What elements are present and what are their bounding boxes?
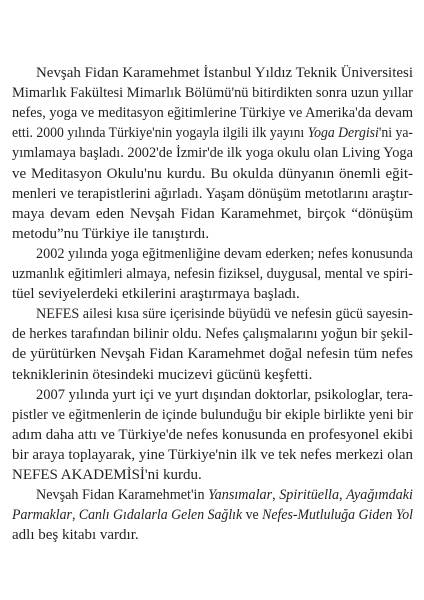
text-segment: pistler ve eğitmenlerin de içinde bulunduğu bir ekiple birlikte yeni bir [12,407,413,423]
text-segment: tekniklerinin ötesindeki mucizevi gücünü keşfetti. [12,367,313,383]
text-segment: 2007 yılında yurt içi ve yurt dışından doktorlar, psikologlar, tera- [36,387,413,403]
text-line [36,245,413,264]
text-line [12,225,209,244]
text-line [12,426,413,445]
text-line [12,124,413,143]
text-line [12,506,413,525]
text-segment: , [339,487,347,503]
text-line [12,285,300,304]
text-segment: , [272,487,280,503]
text-segment: Mimarlık Fakültesi Mimarlık Bölümü'nü bitirdikten sonra uzun yıllar [12,85,413,101]
text-segment: uzmanlık eğitimleri almaya, nefesin fiziksel, duygusal, mental ve spiri- [12,266,413,282]
text-segment: 2002 yılında yoga eğitmenliğine devam ederken; nefes konusunda [36,246,413,262]
italic-title: Parmaklar [12,507,72,523]
text-line [12,466,202,485]
text-line [12,104,413,123]
text-segment: adlı beş kitabı vardır. [12,527,139,543]
italic-title: Yansımalar [208,487,273,503]
text-segment: menleri ve terapistlerini ağırladı. Yaşam dönüşüm metotlarını araştır- [12,186,413,202]
text-segment: 'ni ya- [378,125,413,141]
text-segment: NEFES ailesi kısa süre içerisinde büyüdü ve nefesin gücü sayesin- [36,306,413,322]
text-line [12,84,413,103]
text-segment: de herkes tarafından bilinir oldu. Nefes çalışmalarını yoğun bir şekil- [12,326,413,342]
text-line [12,265,413,284]
text-line [12,406,413,425]
italic-title: Yoga Dergisi [307,125,379,141]
text-line [12,366,312,385]
text-line [36,486,413,505]
text-segment: Nevşah Fidan Karamehmet İstanbul Yıldız Teknik Üniversitesi [36,65,413,81]
text-line [36,305,413,324]
text-segment: etti. 2000 yılında Türkiye'nin yogayla ilgili ilk yayını [12,125,308,141]
text-segment: de yürütürken Nevşah Fidan Karamehmet doğal nefesin tüm nefes [12,346,413,362]
text-line [12,526,139,545]
text-segment: Nevşah Fidan Karamehmet'in [36,487,209,503]
text-segment: ve Meditasyon Okulu'nu kurdu. Bu okulda dünyanın önemli eğit- [12,166,413,182]
text-segment: tüel seviyelerdeki etkilerini araştırmaya başladı. [12,286,300,302]
text-segment: NEFES AKADEMİSİ'ni kurdu. [12,467,202,483]
text-line [12,345,413,364]
text-segment: nefes, yoga ve meditasyon eğitimlerine Türkiye ve Amerika'da devam [12,105,413,121]
text-line [12,185,413,204]
text-line [12,446,413,465]
text-segment: metodu”nu Türkiye ile tanıştırdı. [12,226,210,242]
text-segment: ve [242,507,263,523]
text-line [12,325,413,344]
text-segment: yımlamaya başladı. 2002'de İzmir'de ilk yoga okulu olan Living Yoga [12,145,413,161]
text-segment: bir araya toplayarak, yine Türkiye'nin ilk ve tek nefes merkezi olan [12,447,413,463]
text-segment: , [71,507,79,523]
text-segment: maya devam eden Nevşah Fidan Karamehmet, birçok “dönüşüm [12,206,413,222]
italic-title: Spiritüella [279,487,340,503]
italic-title: Ayağımdaki [346,487,413,503]
text-line [12,205,413,224]
text-line [36,386,413,405]
italic-title: Canlı Gıdalarla Gelen Sağlık [78,507,243,523]
text-line [12,165,413,184]
text-line [12,144,413,163]
text-segment: adım daha attı ve Türkiye'de nefes konusunda en profesyonel ekibi [12,427,413,443]
text-line [36,64,413,83]
italic-title: Nefes-Mutluluğa Giden Yol [262,507,413,523]
